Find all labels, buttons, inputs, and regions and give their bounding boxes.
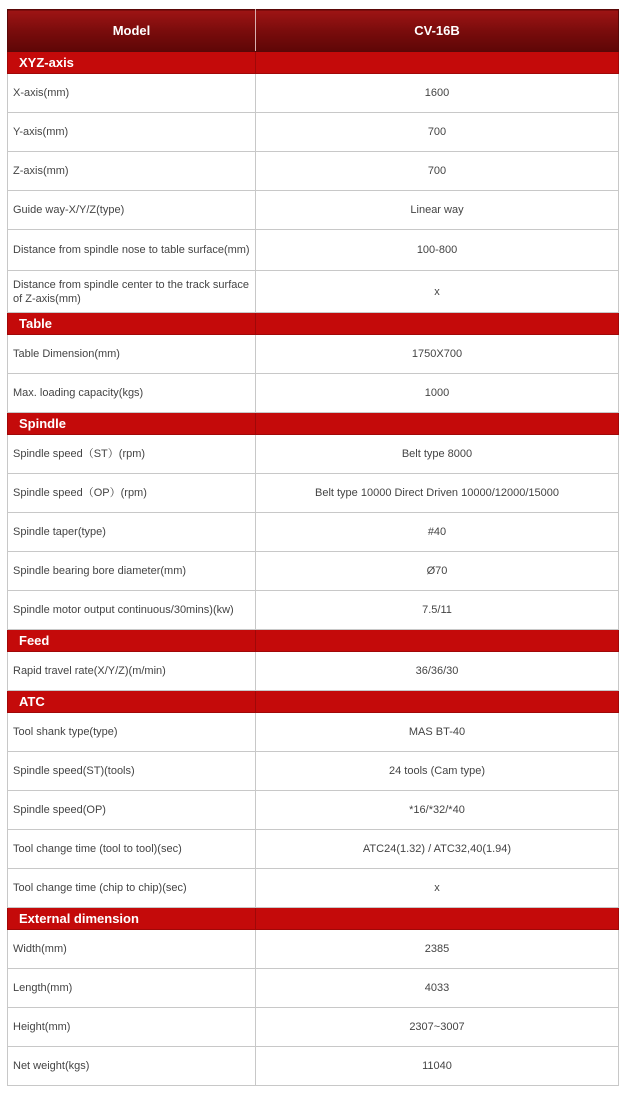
- row-value: *16/*32/*40: [256, 791, 619, 830]
- table-row: [8, 930, 619, 969]
- row-label: Rapid travel rate(X/Y/Z)(m/min): [8, 652, 256, 691]
- section-title: Feed: [8, 630, 256, 652]
- table-row: [8, 271, 619, 313]
- row-value: 100-800: [256, 230, 619, 271]
- row-value: 2385: [256, 930, 619, 969]
- row-value: 36/36/30: [256, 652, 619, 691]
- section-header-external-dimension: [8, 908, 619, 930]
- table-row: [8, 191, 619, 230]
- row-value: Belt type 10000 Direct Driven 10000/12000/15000: [256, 474, 619, 513]
- table-row: [8, 969, 619, 1008]
- table-row: [8, 591, 619, 630]
- section-header-xyz-axis: [8, 52, 619, 74]
- row-label: Net weight(kgs): [8, 1047, 256, 1086]
- table-row: [8, 1008, 619, 1047]
- table-row: [8, 1047, 619, 1086]
- row-label: Spindle speed（OP）(rpm): [8, 474, 256, 513]
- row-value: ATC24(1.32) / ATC32,40(1.94): [256, 830, 619, 869]
- section-title: XYZ-axis: [8, 52, 256, 74]
- row-value: #40: [256, 513, 619, 552]
- row-label: Spindle speed（ST）(rpm): [8, 435, 256, 474]
- row-value: x: [256, 869, 619, 908]
- row-value: 1750X700: [256, 335, 619, 374]
- row-value: 1000: [256, 374, 619, 413]
- row-value: Linear way: [256, 191, 619, 230]
- row-label: Spindle motor output continuous/30mins)(kw): [8, 591, 256, 630]
- row-value: 700: [256, 113, 619, 152]
- table-row: [8, 552, 619, 591]
- row-value: MAS BT-40: [256, 713, 619, 752]
- section-header-table: [8, 313, 619, 335]
- table-row: [8, 869, 619, 908]
- section-title: ATC: [8, 691, 256, 713]
- row-label: Z-axis(mm): [8, 152, 256, 191]
- table-header-row: [8, 10, 619, 52]
- row-label: Spindle speed(ST)(tools): [8, 752, 256, 791]
- table-row: [8, 374, 619, 413]
- row-value: 11040: [256, 1047, 619, 1086]
- table-row: [8, 513, 619, 552]
- model-header-value: CV-16B: [256, 10, 619, 52]
- row-label: Guide way-X/Y/Z(type): [8, 191, 256, 230]
- table-row: [8, 791, 619, 830]
- spec-table: [7, 9, 619, 1086]
- row-value: Ø70: [256, 552, 619, 591]
- section-title: Spindle: [8, 413, 256, 435]
- row-value: Belt type 8000: [256, 435, 619, 474]
- row-label: Y-axis(mm): [8, 113, 256, 152]
- table-row: [8, 230, 619, 271]
- row-value: 1600: [256, 74, 619, 113]
- row-label: Tool shank type(type): [8, 713, 256, 752]
- row-label: Table Dimension(mm): [8, 335, 256, 374]
- row-label: Spindle bearing bore diameter(mm): [8, 552, 256, 591]
- row-label: Spindle taper(type): [8, 513, 256, 552]
- row-label: X-axis(mm): [8, 74, 256, 113]
- row-label: Tool change time (tool to tool)(sec): [8, 830, 256, 869]
- row-value: 7.5/11: [256, 591, 619, 630]
- table-row: [8, 113, 619, 152]
- table-row: [8, 713, 619, 752]
- row-value: 4033: [256, 969, 619, 1008]
- section-title: Table: [8, 313, 256, 335]
- row-value: 24 tools (Cam type): [256, 752, 619, 791]
- row-label: Width(mm): [8, 930, 256, 969]
- table-row: [8, 652, 619, 691]
- table-row: [8, 152, 619, 191]
- section-header-atc: [8, 691, 619, 713]
- row-value: 700: [256, 152, 619, 191]
- model-header-label: Model: [8, 10, 256, 52]
- section-header-spindle: [8, 413, 619, 435]
- row-label: Height(mm): [8, 1008, 256, 1047]
- section-title: External dimension: [8, 908, 256, 930]
- table-row: [8, 830, 619, 869]
- table-row: [8, 474, 619, 513]
- row-value: x: [256, 271, 619, 313]
- row-label: Tool change time (chip to chip)(sec): [8, 869, 256, 908]
- table-row: [8, 435, 619, 474]
- table-row: [8, 335, 619, 374]
- table-row: [8, 74, 619, 113]
- row-label: Distance from spindle center to the track surface of Z-axis(mm): [8, 271, 256, 313]
- row-value: 2307~3007: [256, 1008, 619, 1047]
- table-row: [8, 752, 619, 791]
- row-label: Max. loading capacity(kgs): [8, 374, 256, 413]
- row-label: Spindle speed(OP): [8, 791, 256, 830]
- section-header-feed: [8, 630, 619, 652]
- row-label: Length(mm): [8, 969, 256, 1008]
- row-label: Distance from spindle nose to table surface(mm): [8, 230, 256, 271]
